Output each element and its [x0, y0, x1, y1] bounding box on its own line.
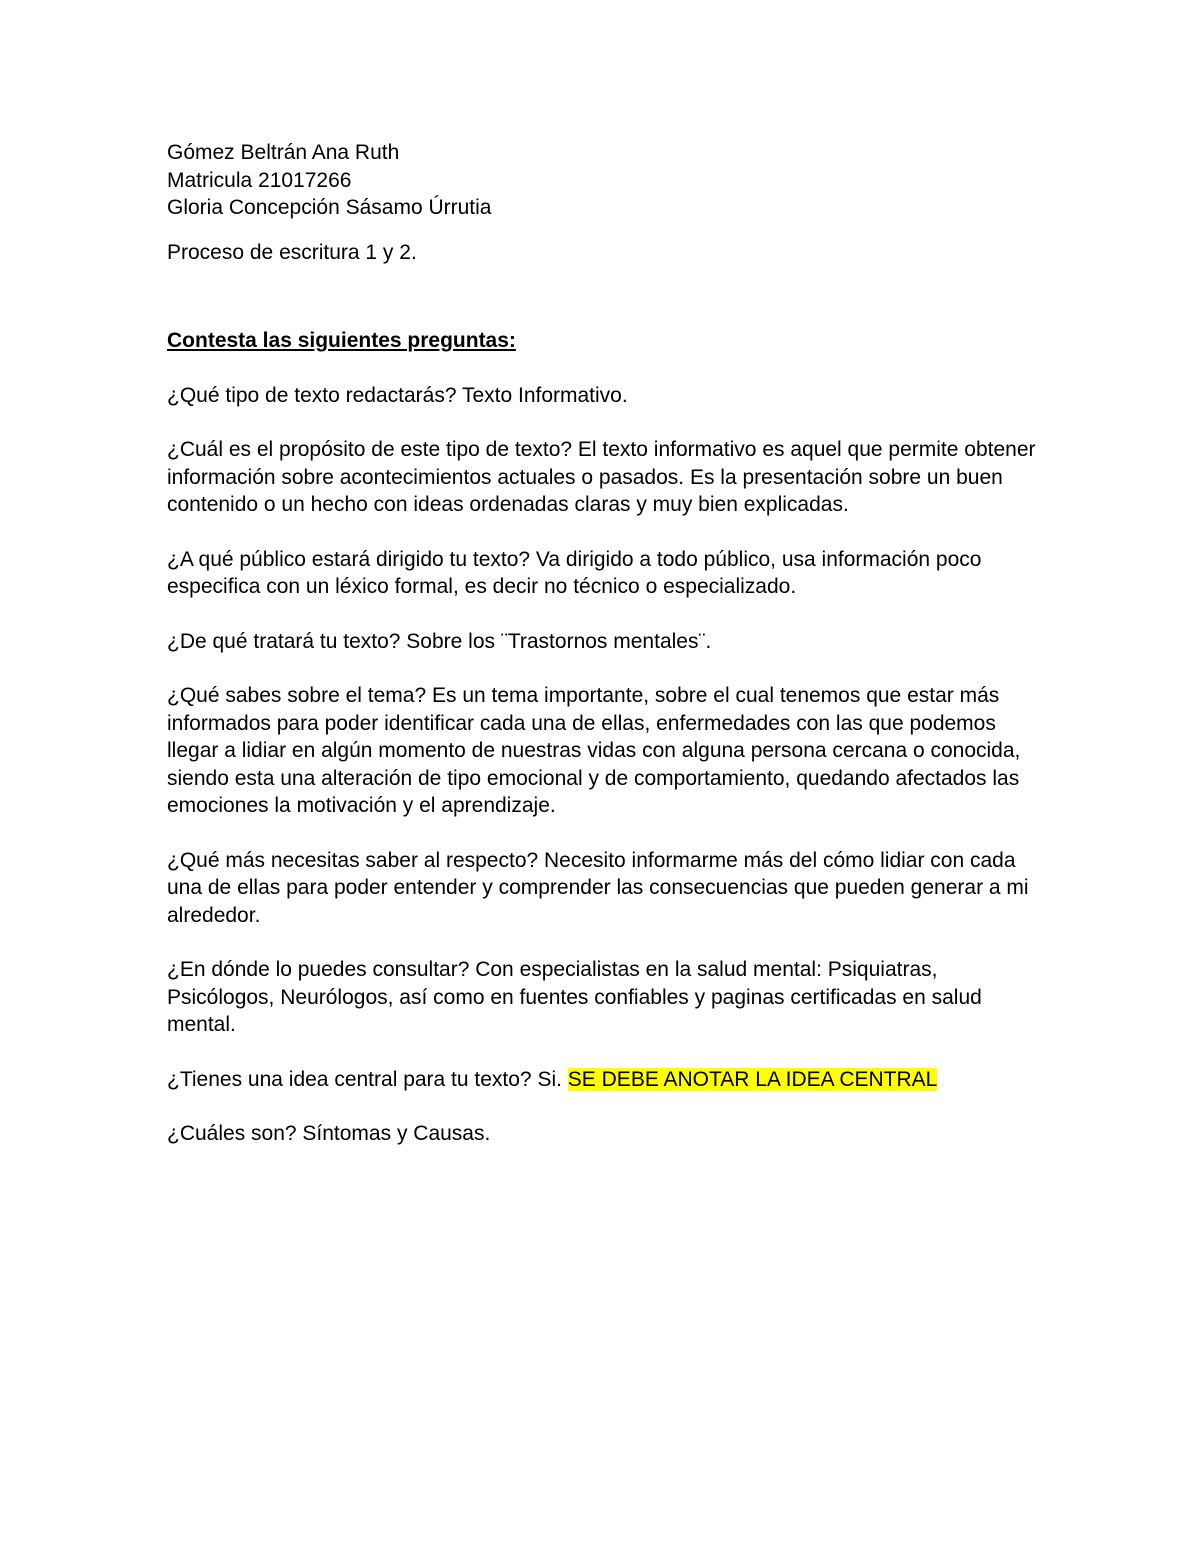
qa-paragraph: [167, 436, 1037, 519]
qa-paragraph: [167, 546, 1037, 601]
qa-paragraph: [167, 1066, 1037, 1094]
qa-text: ¿Tienes una idea central para tu texto? Si.: [167, 1067, 568, 1091]
document-header: [167, 139, 1037, 222]
qa-paragraph: [167, 847, 1037, 930]
qa-text: ¿Cuál es el propósito de este tipo de texto? El texto informativo es aquel que permite obtener información sobre acontecimientos actuales o pasados. Es la presentación sobre un buen contenido o un hecho con ideas ordenadas claras y muy bien explicadas.: [167, 438, 1036, 516]
document-subtitle: Proceso de escritura 1 y 2.: [167, 240, 417, 264]
student-name: Gómez Beltrán Ana Ruth: [167, 141, 400, 164]
qa-text: ¿Cuáles son? Síntomas y Causas.: [167, 1122, 491, 1145]
qa-text: ¿Qué tipo de texto redactarás? Texto Informativo.: [167, 383, 628, 407]
qa-paragraph: [167, 1120, 1037, 1148]
document-content: [167, 139, 1037, 1148]
highlighted-note: SE DEBE ANOTAR LA IDEA CENTRAL: [567, 1067, 938, 1091]
student-id: Matricula 21017266: [167, 168, 352, 192]
qa-paragraph: [167, 628, 1037, 656]
qa-text: ¿En dónde lo puedes consultar? Con especialistas en la salud mental: Psiquiatras, Psicólogos, Neurólogos, así como en fuentes confiables y paginas certificadas en salud mental.: [167, 958, 982, 1036]
qa-text: ¿A qué público estará dirigido tu texto? Va dirigido a todo público, usa información poco especifica con un léxico formal, es decir no técnico o especializado.: [167, 547, 982, 598]
section-heading: Contesta las siguientes preguntas:: [167, 329, 516, 352]
qa-text: ¿Qué sabes sobre el tema? Es un tema importante, sobre el cual tenemos que estar más informados para poder identificar cada una de ellas, enfermedades con las que podemos llegar a lidiar en algún momento de nuestras vidas con alguna persona cercana o conocida, siendo esta una alteración de tipo emocional y de comportamiento, quedando afectados las emociones la motivación y el aprendizaje.: [167, 684, 1021, 817]
qa-text: ¿De qué tratará tu texto? Sobre los ¨Trastornos mentales¨.: [167, 629, 712, 653]
qa-paragraph: [167, 682, 1037, 820]
qa-paragraph: [167, 956, 1037, 1039]
teacher-name: Gloria Concepción Sásamo Úrrutia: [167, 196, 492, 219]
qa-paragraph: [167, 382, 1037, 410]
qa-text: ¿Qué más necesitas saber al respecto? Necesito informarme más del cómo lidiar con cada una de ellas para poder entender y comprender las consecuencias que pueden generar a mi alrededor.: [167, 848, 1029, 927]
